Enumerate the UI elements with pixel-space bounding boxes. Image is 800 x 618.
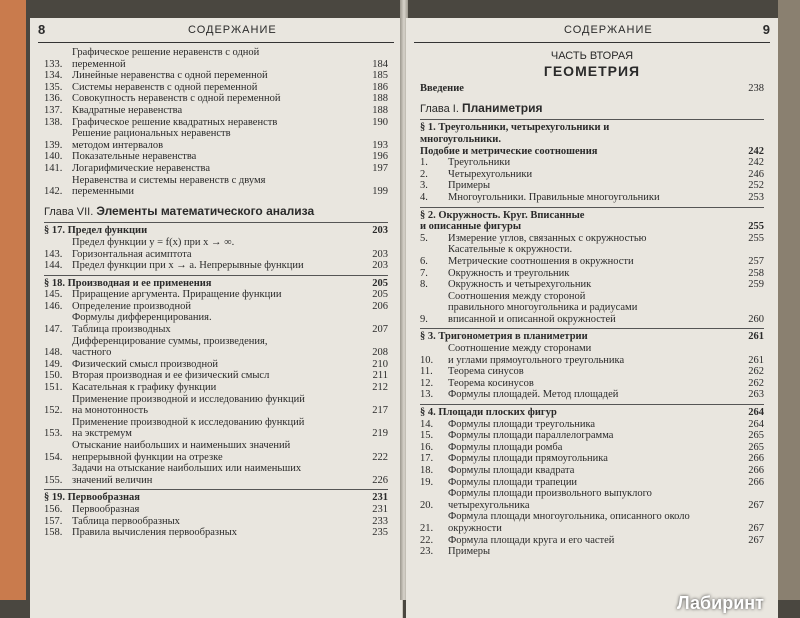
intro-page: 238: [748, 83, 764, 95]
section-title: § 4. Площади плоских фигур: [420, 407, 557, 419]
right-page-number: 9: [762, 22, 770, 37]
toc-entry-number: 140.: [44, 151, 63, 163]
toc-entry-title: Правила вычисления первообразных: [72, 527, 238, 539]
toc-entry: [420, 419, 764, 431]
toc-entry-page: 226: [372, 474, 388, 486]
toc-entry-page: 253: [748, 191, 764, 203]
toc-entry-title: Первообразная: [72, 503, 140, 515]
toc-entry: [44, 382, 388, 394]
toc-entry-page: 267: [748, 522, 764, 534]
toc-entry-page: 246: [748, 168, 764, 180]
left-page-number: 8: [38, 22, 46, 37]
toc-entry-page: 264: [748, 418, 764, 430]
chapter-title: Элементы математического анализа: [96, 203, 315, 218]
left-page-running-title: СОДЕРЖАНИЕ: [188, 24, 277, 36]
section-page: 261: [748, 331, 764, 343]
toc-entry: [44, 417, 388, 440]
toc-entry-title: Формулы площадей. Метод площадей: [448, 389, 619, 401]
toc-entry: [420, 546, 764, 558]
chapter-prefix: Глава I.: [420, 102, 462, 115]
toc-entry-page: 190: [372, 116, 388, 128]
toc-section: [420, 119, 764, 203]
toc-entry: [420, 157, 764, 169]
section-heading: [44, 275, 388, 290]
toc-entry-number: 138.: [44, 116, 63, 128]
toc-entry-number: 157.: [44, 515, 63, 527]
toc-entry-page: 203: [372, 260, 388, 272]
toc-entry-page: 242: [748, 157, 764, 169]
toc-entry-title: Применение производной и исследованию функций на монотонность: [72, 393, 305, 417]
toc-entry-title: Соотношения между стороной правильного многоугольника и радиусами вписанной и описанной окружностей: [448, 290, 638, 325]
toc-entry-number: 9.: [420, 313, 428, 325]
toc-entry-title: Примеры: [448, 546, 491, 558]
toc-entry: [44, 370, 388, 382]
toc-entry-number: 2.: [420, 168, 428, 180]
watermark: Лабиринт: [676, 593, 764, 613]
toc-entry-title: Вторая производная и ее физический смысл: [72, 370, 270, 382]
toc-entry: [44, 312, 388, 335]
toc-entry-title: Многоугольники. Правильные многоугольники: [448, 191, 660, 203]
toc-entry: [44, 175, 388, 198]
toc-entry-page: 205: [372, 289, 388, 301]
toc-entry: [44, 463, 388, 486]
part-label: ЧАСТЬ ВТОРАЯ: [550, 50, 634, 62]
toc-entry-title: Таблица первообразных: [72, 515, 180, 527]
toc-entry-title: Неравенства и системы неравенств с двумя переменными: [72, 174, 266, 198]
chapter-prefix: Глава VII.: [44, 205, 97, 218]
toc-entry-title: Формулы площади прямоугольника: [448, 453, 608, 465]
toc-entry: [420, 535, 764, 547]
toc-entry-title: Графическое решение неравенств с одной переменной: [72, 47, 260, 70]
chapter-heading: [420, 100, 764, 116]
toc-entry-page: 188: [372, 104, 388, 116]
toc-entry-number: 13.: [420, 389, 434, 401]
toc-entry: [420, 268, 764, 280]
toc-entry-page: 266: [748, 476, 764, 488]
toc-entry-number: 135.: [44, 81, 63, 93]
toc-entry-page: 262: [748, 377, 764, 389]
book-edge-left: [0, 0, 26, 600]
section-heading: [420, 404, 764, 419]
toc-section: [420, 207, 764, 326]
toc-entry: [420, 291, 764, 326]
toc-entry-number: 16.: [420, 441, 434, 453]
toc-entry-number: 141.: [44, 162, 63, 174]
toc-entry-page: 235: [372, 527, 388, 539]
toc-entry-number: 8.: [420, 279, 428, 291]
toc-entry-title: Предел функции при x → a. Непрерывные функции: [72, 260, 304, 272]
toc-entry-page: 217: [372, 405, 388, 417]
toc-entry: [44, 105, 388, 117]
toc-entry: [420, 279, 764, 291]
toc-entry: [44, 504, 388, 516]
section-title: § 1. Треугольники, четырехугольники и многоугольники. Подобие и метрические соотношения: [420, 122, 610, 157]
toc-entry: [420, 366, 764, 378]
toc-entry-number: 152.: [44, 405, 63, 417]
toc-entry-number: 11.: [420, 366, 433, 378]
toc-entry: [420, 442, 764, 454]
toc-entry: [44, 516, 388, 528]
toc-entry-page: 260: [748, 313, 764, 325]
toc-entry-number: 14.: [420, 418, 434, 430]
toc-entry-page: 210: [372, 358, 388, 370]
right-page-running-title: СОДЕРЖАНИЕ: [564, 24, 653, 36]
toc-entry-page: 255: [748, 232, 764, 244]
toc-entry: [420, 180, 764, 192]
toc-entry-title: Квадратные неравенства: [72, 104, 183, 116]
toc-entry-number: 150.: [44, 370, 63, 382]
toc-section: [44, 222, 388, 271]
section-title: § 2. Окружность. Круг. Вписанные и описанные фигуры: [420, 209, 585, 233]
toc-entry-title: Показательные неравенства: [72, 151, 197, 163]
section-title: § 18. Производная и ее применения: [44, 277, 212, 289]
toc-entry-title: Касательные к окружности. Метрические соотношения в окружности: [448, 244, 634, 267]
toc-entry: [44, 47, 388, 70]
toc-entry: [420, 192, 764, 204]
toc-entry-title: Примеры: [448, 180, 491, 192]
toc-entry-page: 257: [748, 255, 764, 267]
toc-entry-title: Задачи на отыскание наибольших или наименьших значений величин: [72, 463, 302, 486]
section-page: 231: [372, 492, 388, 504]
toc-entry-number: 19.: [420, 476, 434, 488]
right-toc: [420, 51, 764, 558]
toc-entry-page: 206: [372, 300, 388, 312]
toc-entry-number: 154.: [44, 451, 63, 463]
section-page: 242: [748, 145, 764, 157]
toc-entry-title: Окружность и треугольник: [448, 267, 570, 279]
toc-entry-number: 148.: [44, 347, 63, 359]
toc-entry-title: Четырехугольники: [448, 168, 533, 180]
toc-entry-number: 147.: [44, 324, 63, 336]
toc-entry: [420, 233, 764, 245]
toc-entry-title: Приращение аргумента. Приращение функции: [72, 289, 282, 301]
toc-entry-title: Формулы площади квадрата: [448, 465, 575, 476]
toc-entry: [420, 453, 764, 465]
toc-entry-number: 22.: [420, 534, 434, 546]
toc-entry: [44, 163, 388, 175]
section-title: § 19. Первообразная: [44, 492, 140, 504]
toc-entry-title: Совокупность неравенств с одной переменной: [72, 93, 281, 105]
toc-entry: [44, 117, 388, 129]
section-page: 255: [748, 221, 764, 233]
toc-entry-page: 197: [372, 162, 388, 174]
section-heading: [44, 489, 388, 504]
toc-entry-number: 153.: [44, 428, 63, 440]
toc-entry: [44, 151, 388, 163]
toc-entry: [44, 289, 388, 301]
toc-entry-number: 21.: [420, 522, 434, 534]
toc-entry: [420, 389, 764, 401]
section-heading: [420, 119, 764, 157]
toc-entry-number: 158.: [44, 527, 63, 539]
toc-entry-title: Логарифмические неравенства: [72, 162, 210, 174]
toc-entry-number: 12.: [420, 377, 434, 389]
toc-entry: [420, 343, 764, 366]
toc-entry-page: 208: [372, 347, 388, 359]
toc-entry-title: Физический смысл производной: [72, 358, 218, 370]
toc-entry: [44, 440, 388, 463]
section-heading: [420, 328, 764, 343]
toc-entry-page: 265: [748, 441, 764, 453]
toc-entry-number: 155.: [44, 474, 63, 486]
toc-entry-title: Треугольники: [448, 157, 511, 169]
toc-entry-number: 144.: [44, 260, 63, 272]
toc-entry-number: 143.: [44, 248, 63, 260]
toc-entry-number: 134.: [44, 70, 63, 82]
left-page: [30, 18, 403, 618]
intro-entry: [420, 83, 764, 95]
toc-entry-number: 156.: [44, 503, 63, 515]
toc-entry-number: 145.: [44, 289, 63, 301]
toc-entry: [420, 477, 764, 489]
toc-entry-number: 10.: [420, 354, 434, 366]
toc-entry: [44, 527, 388, 539]
toc-entry: [44, 237, 388, 260]
toc-entry: [44, 82, 388, 94]
part-title: ГЕОМЕТРИЯ: [543, 62, 641, 79]
toc-entry-number: 4.: [420, 191, 428, 203]
toc-entry-title: Соотношение между сторонами и углами прямоугольного треугольника: [448, 343, 625, 366]
toc-entry-page: 184: [372, 58, 388, 70]
toc-entry-number: 146.: [44, 300, 63, 312]
toc-entry-page: 265: [748, 430, 764, 442]
chapter-title: Планиметрия: [461, 100, 543, 115]
right-page: [406, 18, 778, 618]
toc-entry-page: 222: [372, 451, 388, 463]
toc-section: [420, 328, 764, 401]
toc-entry-title: Дифференцирование суммы, произведения, частного: [72, 335, 268, 359]
toc-entry: [44, 260, 388, 272]
toc-entry: [420, 430, 764, 442]
toc-entry-title: Измерение углов, связанных с окружностью: [448, 232, 647, 244]
intro-label: Введение: [420, 83, 464, 95]
toc-entry-number: 133.: [44, 58, 63, 70]
toc-entry-number: 18.: [420, 465, 434, 476]
toc-entry-page: 186: [372, 81, 388, 93]
toc-entry: [420, 169, 764, 181]
toc-entry-page: 211: [372, 370, 388, 382]
toc-entry-title: Определение производной: [72, 300, 191, 312]
toc-entry: [420, 244, 764, 267]
toc-entry: [44, 128, 388, 151]
toc-entry-title: Формулы дифференцирования. Таблица производных: [72, 312, 212, 336]
toc-entry-page: 267: [748, 499, 764, 511]
chapter-heading: [44, 203, 388, 219]
right-page-header: [414, 18, 770, 43]
toc-entry-page: 266: [748, 465, 764, 476]
toc-entry-title: Формулы площади ромба: [448, 441, 563, 453]
toc-entry-title: Формулы площади трапеции: [448, 476, 578, 488]
toc-entry-page: 185: [372, 70, 388, 82]
right-toc-body: [420, 100, 764, 558]
toc-entry-number: 5.: [420, 232, 428, 244]
toc-section: [420, 404, 764, 558]
toc-entry-title: Формула площади круга и его частей: [448, 534, 615, 546]
toc-entry-number: 15.: [420, 430, 434, 442]
toc-entry-title: Формулы площади параллелограмма: [448, 430, 614, 442]
toc-entry-page: 233: [372, 515, 388, 527]
toc-entry: [420, 465, 764, 477]
toc-entry-page: 266: [748, 453, 764, 465]
toc-section: [44, 489, 388, 538]
toc-entry-title: Формулы площади треугольника: [448, 418, 596, 430]
book-edge-right: [778, 0, 800, 600]
section-page: 264: [748, 407, 764, 419]
toc-entry-number: 20.: [420, 499, 434, 511]
toc-entry-title: Формула площади многоугольника, описанного около окружности: [448, 511, 690, 534]
toc-entry-page: 258: [748, 267, 764, 279]
toc-entry-page: 203: [372, 248, 388, 260]
toc-entry: [420, 488, 764, 511]
toc-entry-number: 3.: [420, 180, 428, 192]
toc-entry-page: 261: [748, 354, 764, 366]
section-page: 205: [372, 277, 388, 289]
section-heading: [420, 207, 764, 233]
toc-entry-page: 196: [372, 151, 388, 163]
toc-entry-page: 267: [748, 534, 764, 546]
toc-entry-title: Теорема синусов: [448, 366, 524, 378]
toc-entry-page: 252: [748, 180, 764, 192]
toc-entry: [44, 93, 388, 105]
toc-entry-page: 231: [372, 503, 388, 515]
toc-entry: [44, 394, 388, 417]
toc-entry: [44, 336, 388, 359]
toc-entry-title: Окружность и четырехугольник: [448, 279, 592, 291]
toc-entry-number: 6.: [420, 255, 428, 267]
toc-entry-title: Теорема косинусов: [448, 377, 534, 389]
toc-entry: [420, 378, 764, 390]
toc-entry-number: 137.: [44, 104, 63, 116]
toc-entry-title: Решение рациональных неравенств методом интервалов: [72, 128, 231, 151]
toc-entry-title: Графическое решение квадратных неравенств: [72, 116, 278, 128]
toc-entry-number: 149.: [44, 358, 63, 370]
section-title: § 3. Тригонометрия в планиметрии: [420, 331, 588, 343]
toc-entry-number: 7.: [420, 267, 428, 279]
toc-entry: [420, 511, 764, 534]
toc-entry-title: Линейные неравенства с одной переменной: [72, 70, 268, 82]
toc-entry-page: 188: [372, 93, 388, 105]
toc-entry-page: 212: [372, 382, 388, 394]
toc-entry-page: 259: [748, 279, 764, 291]
section-heading: [44, 222, 388, 237]
toc-entry-page: 199: [372, 186, 388, 198]
left-page-header: [38, 18, 394, 43]
toc-entry-number: 142.: [44, 186, 63, 198]
toc-entry-number: 17.: [420, 453, 434, 465]
toc-entry-title: Системы неравенств с одной переменной: [72, 81, 258, 93]
toc-entry: [44, 70, 388, 82]
toc-entry-page: 219: [372, 428, 388, 440]
toc-entry-number: 136.: [44, 93, 63, 105]
toc-entry-number: 1.: [420, 157, 428, 169]
section-page: 203: [372, 225, 388, 237]
toc-entry-page: 262: [748, 366, 764, 378]
toc-section: [44, 275, 388, 487]
section-title: § 17. Предел функции: [44, 225, 148, 237]
toc-entry-title: Применение производной к исследованию функций на экстремум: [72, 416, 305, 440]
toc-entry-number: 139.: [44, 139, 63, 151]
toc-entry: [44, 359, 388, 371]
toc-entry: [44, 301, 388, 313]
toc-entry-page: 207: [372, 324, 388, 336]
toc-entry-page: 263: [748, 389, 764, 401]
toc-entry-title: Отыскание наибольших и наименьших значений непрерывной функции на отрезке: [72, 440, 291, 463]
toc-entry-title: Предел функции y = f(x) при x → ∞. Горизонтальная асимптота: [72, 236, 235, 260]
toc-entry-title: Формулы площади произвольного выпуклого четырехугольника: [448, 488, 652, 511]
left-toc: [44, 47, 388, 539]
toc-entry-title: Касательная к графику функции: [72, 382, 217, 394]
toc-entry-number: 23.: [420, 546, 434, 558]
toc-entry-page: 193: [372, 139, 388, 151]
toc-entry-number: 151.: [44, 382, 63, 394]
